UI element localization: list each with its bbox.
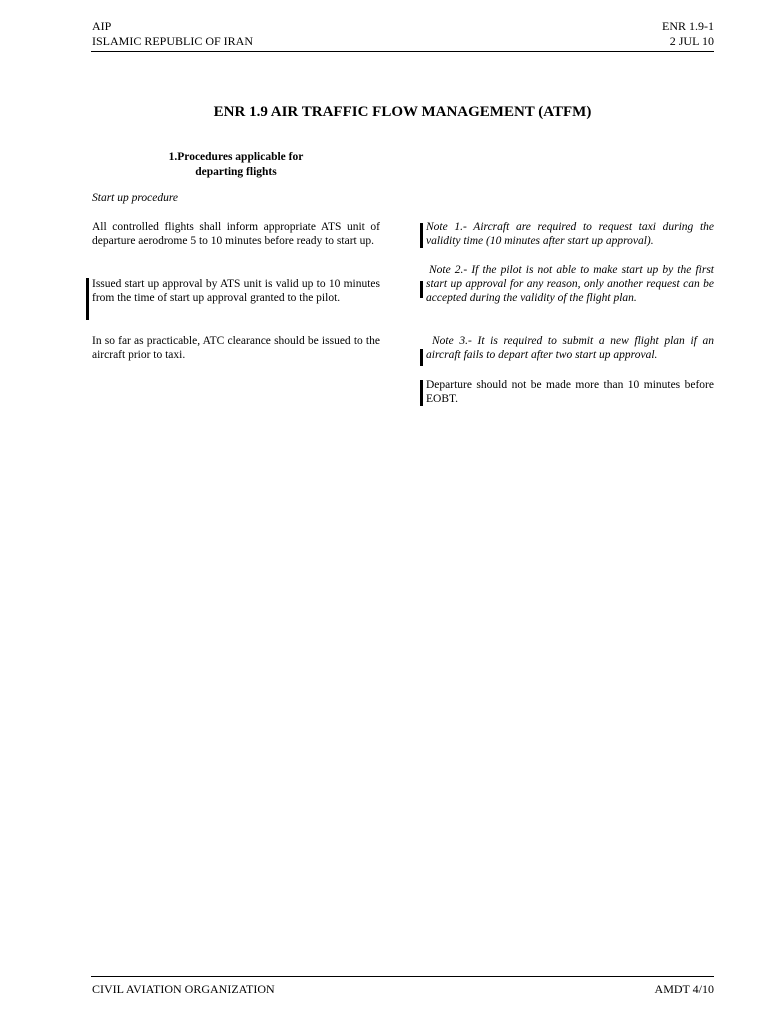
country-name: ISLAMIC REPUBLIC OF IRAN [92, 34, 254, 48]
change-bar [420, 281, 423, 298]
header-rule [91, 51, 714, 52]
section-heading-line2: departing flights [195, 166, 277, 178]
paragraph-startup-inform: All controlled flights shall inform appropriate ATS unit of departure aerodrome 5 to 10 minutes before ready to start up. [92, 221, 380, 248]
header-left [92, 19, 253, 49]
change-bar [420, 349, 423, 366]
header-right [662, 19, 714, 49]
note-2: Note 2.- If the pilot is not able to make start up by the first start up approval for any reason, only another request can be accepted during the validity of the flight plan. [426, 264, 714, 305]
note-1: Note 1.- Aircraft are required to request taxi during the validity time (10 minutes after start up approval). [426, 221, 714, 248]
footer-organization: CIVIL AVIATION ORGANIZATION [92, 982, 275, 996]
footer-amendment: AMDT 4/10 [654, 982, 714, 996]
change-bar [420, 223, 423, 248]
section-heading [141, 150, 331, 180]
change-bar [86, 278, 89, 320]
change-bar [420, 380, 423, 406]
paragraph-atc-clearance: In so far as practicable, ATC clearance should be issued to the aircraft prior to taxi. [92, 335, 380, 362]
document-name: AIP [92, 19, 112, 33]
page-title: ENR 1.9 AIR TRAFFIC FLOW MANAGEMENT (ATFM) [213, 104, 592, 120]
paragraph-departure-eobt: Departure should not be made more than 10 minutes before EOBT. [426, 379, 714, 406]
page-number: ENR 1.9-1 [662, 19, 714, 33]
section-heading-line1: 1.Procedures applicable for [168, 151, 304, 163]
effective-date: 2 JUL 10 [669, 34, 714, 48]
paragraph-startup-approval: Issued start up approval by ATS unit is valid up to 10 minutes from the time of start up approval granted to the pilot. [92, 278, 380, 305]
note-3: Note 3.- It is required to submit a new flight plan if an aircraft fails to depart after two start up approval. [426, 335, 714, 362]
footer-rule [91, 976, 714, 977]
subheading: Start up procedure [92, 192, 179, 204]
